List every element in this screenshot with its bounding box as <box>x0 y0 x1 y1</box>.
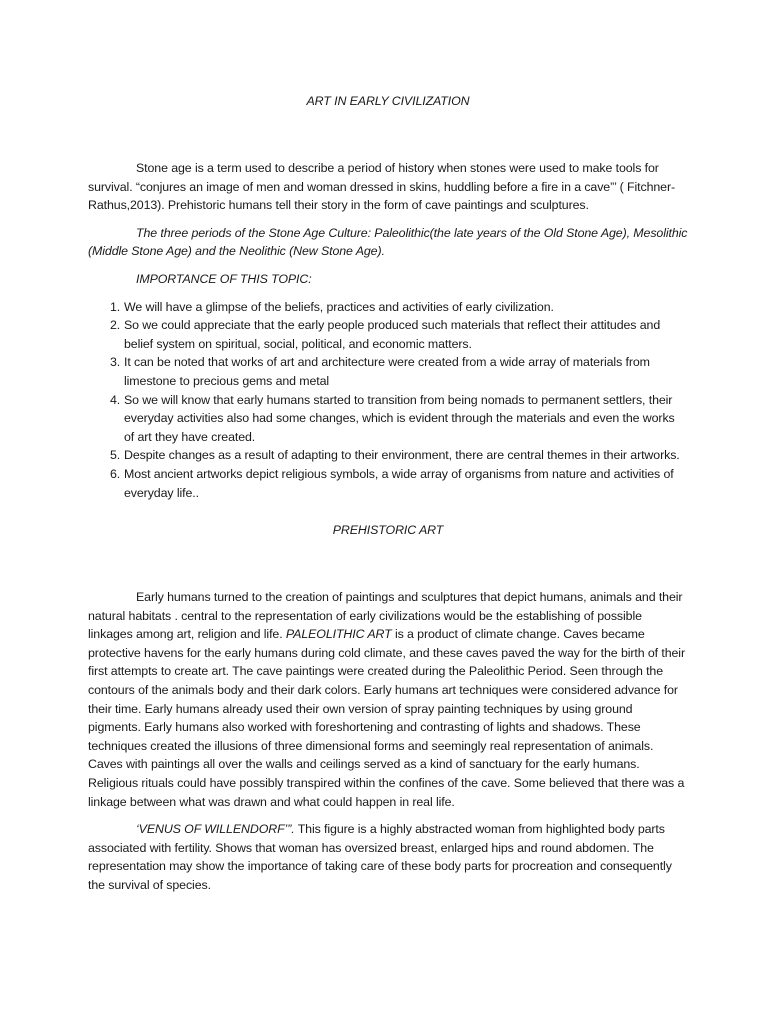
intro-paragraph: Stone age is a term used to describe a period of history when stones were used to make tools for survival. “conjures an image of men and woman dressed in skins, huddling before a fire in a cave”’ ( Fitchner-Rathus,2013). Prehistoric humans tell their story in the form of cave paintings and sculptures. <box>88 161 676 213</box>
spacer <box>88 502 688 521</box>
list-item <box>88 391 688 447</box>
spacer <box>88 111 688 159</box>
document-title: ART IN EARLY CIVILIZATION <box>306 94 470 108</box>
list-item <box>88 298 688 317</box>
spacer <box>88 289 688 298</box>
spacer <box>88 215 688 224</box>
periods-paragraph: The three periods of the Stone Age Culture: Paleolithic(the late years of the Old Stone Age), Mesolithic (Middle Stone Age) and the Neolithic (New Stone Age). <box>88 225 688 259</box>
spacer <box>88 540 688 588</box>
list-item-number: 2. <box>110 318 121 333</box>
venus-text: This figure is a highly abstracted woman from highlighted body parts associated with fertility. Shows that woman has oversized breast, enlarged hips and round abdomen. The representation may show the importance of taking care of these body parts for procreation and consequently the survival of species. <box>88 822 672 892</box>
prehistoric-text-a: Early humans turned to the creation of paintings and sculptures that depict humans, animals and their natural habitats . central to the representation of early civilizations would be the establishing of possible linkages among art, religion and life. <box>88 590 683 642</box>
list-item-number: 1. <box>110 299 121 314</box>
list-item-number: 5. <box>110 448 121 463</box>
list-item-text: We will have a glimpse of the beliefs, practices and activities of early civilization. <box>124 299 554 314</box>
list-item-text: So we will know that early humans started to transition from being nomads to permanent settlers, their everyday activities also had some changes, which is evident through the materials and even the works of art they have created. <box>124 392 675 444</box>
list-item-number: 6. <box>110 466 121 481</box>
prehistoric-text-b: is a product of climate change. Caves became protective havens for the early humans during cold climate, and these caves paved the way for the birth of their first attempts to create art. The cave paintings were created during the Paleolithic Period. Seen through the contours of the animals body and their dark colors. Early humans art techniques were considered advance for their time. Early humans already used their own version of spray painting techniques by using ground pigments. Early humans also worked with foreshortening and contrasting of lights and shadows. These techniques created the illusions of three dimensional forms and seemingly real representation of animals. Caves with paintings all over the walls and ceilings served as a kind of sanctuary for the early humans. Religious rituals could have possibly transpired within the confines of the cave. Some believed that there was a linkage between what was drawn and what could happen in real life. <box>88 627 685 809</box>
list-item-number: 4. <box>110 392 121 407</box>
list-item-text: So we could appreciate that the early people produced such materials that reflect their attitudes and belief system on spiritual, social, political, and economic matters. <box>124 318 661 351</box>
venus-term: ‘VENUS OF WILLENDORF’”. <box>136 822 295 837</box>
list-item-text: Most ancient artworks depict religious symbols, a wide array of organisms from nature and activities of everyday life.. <box>124 466 674 500</box>
document-body <box>88 92 688 895</box>
list-item <box>88 446 688 465</box>
paleolithic-art-term: PALEOLITHIC ART <box>285 627 392 642</box>
spacer <box>88 811 688 820</box>
list-item <box>88 465 688 502</box>
prehistoric-paragraph <box>88 588 688 811</box>
list-item-text: Despite changes as a result of adapting to their environment, there are central themes in their artworks. <box>124 448 680 463</box>
list-item-text: It can be noted that works of art and architecture were created from a wide array of materials from limestone to precious gems and metal <box>124 355 650 388</box>
list-item-number: 3. <box>110 355 121 370</box>
venus-paragraph <box>88 820 688 894</box>
list-item <box>88 353 688 390</box>
prehistoric-heading: PREHISTORIC ART <box>332 523 444 538</box>
importance-heading: IMPORTANCE OF THIS TOPIC: <box>136 271 312 286</box>
spacer <box>88 261 688 270</box>
importance-list <box>88 298 688 503</box>
list-item <box>88 316 688 353</box>
